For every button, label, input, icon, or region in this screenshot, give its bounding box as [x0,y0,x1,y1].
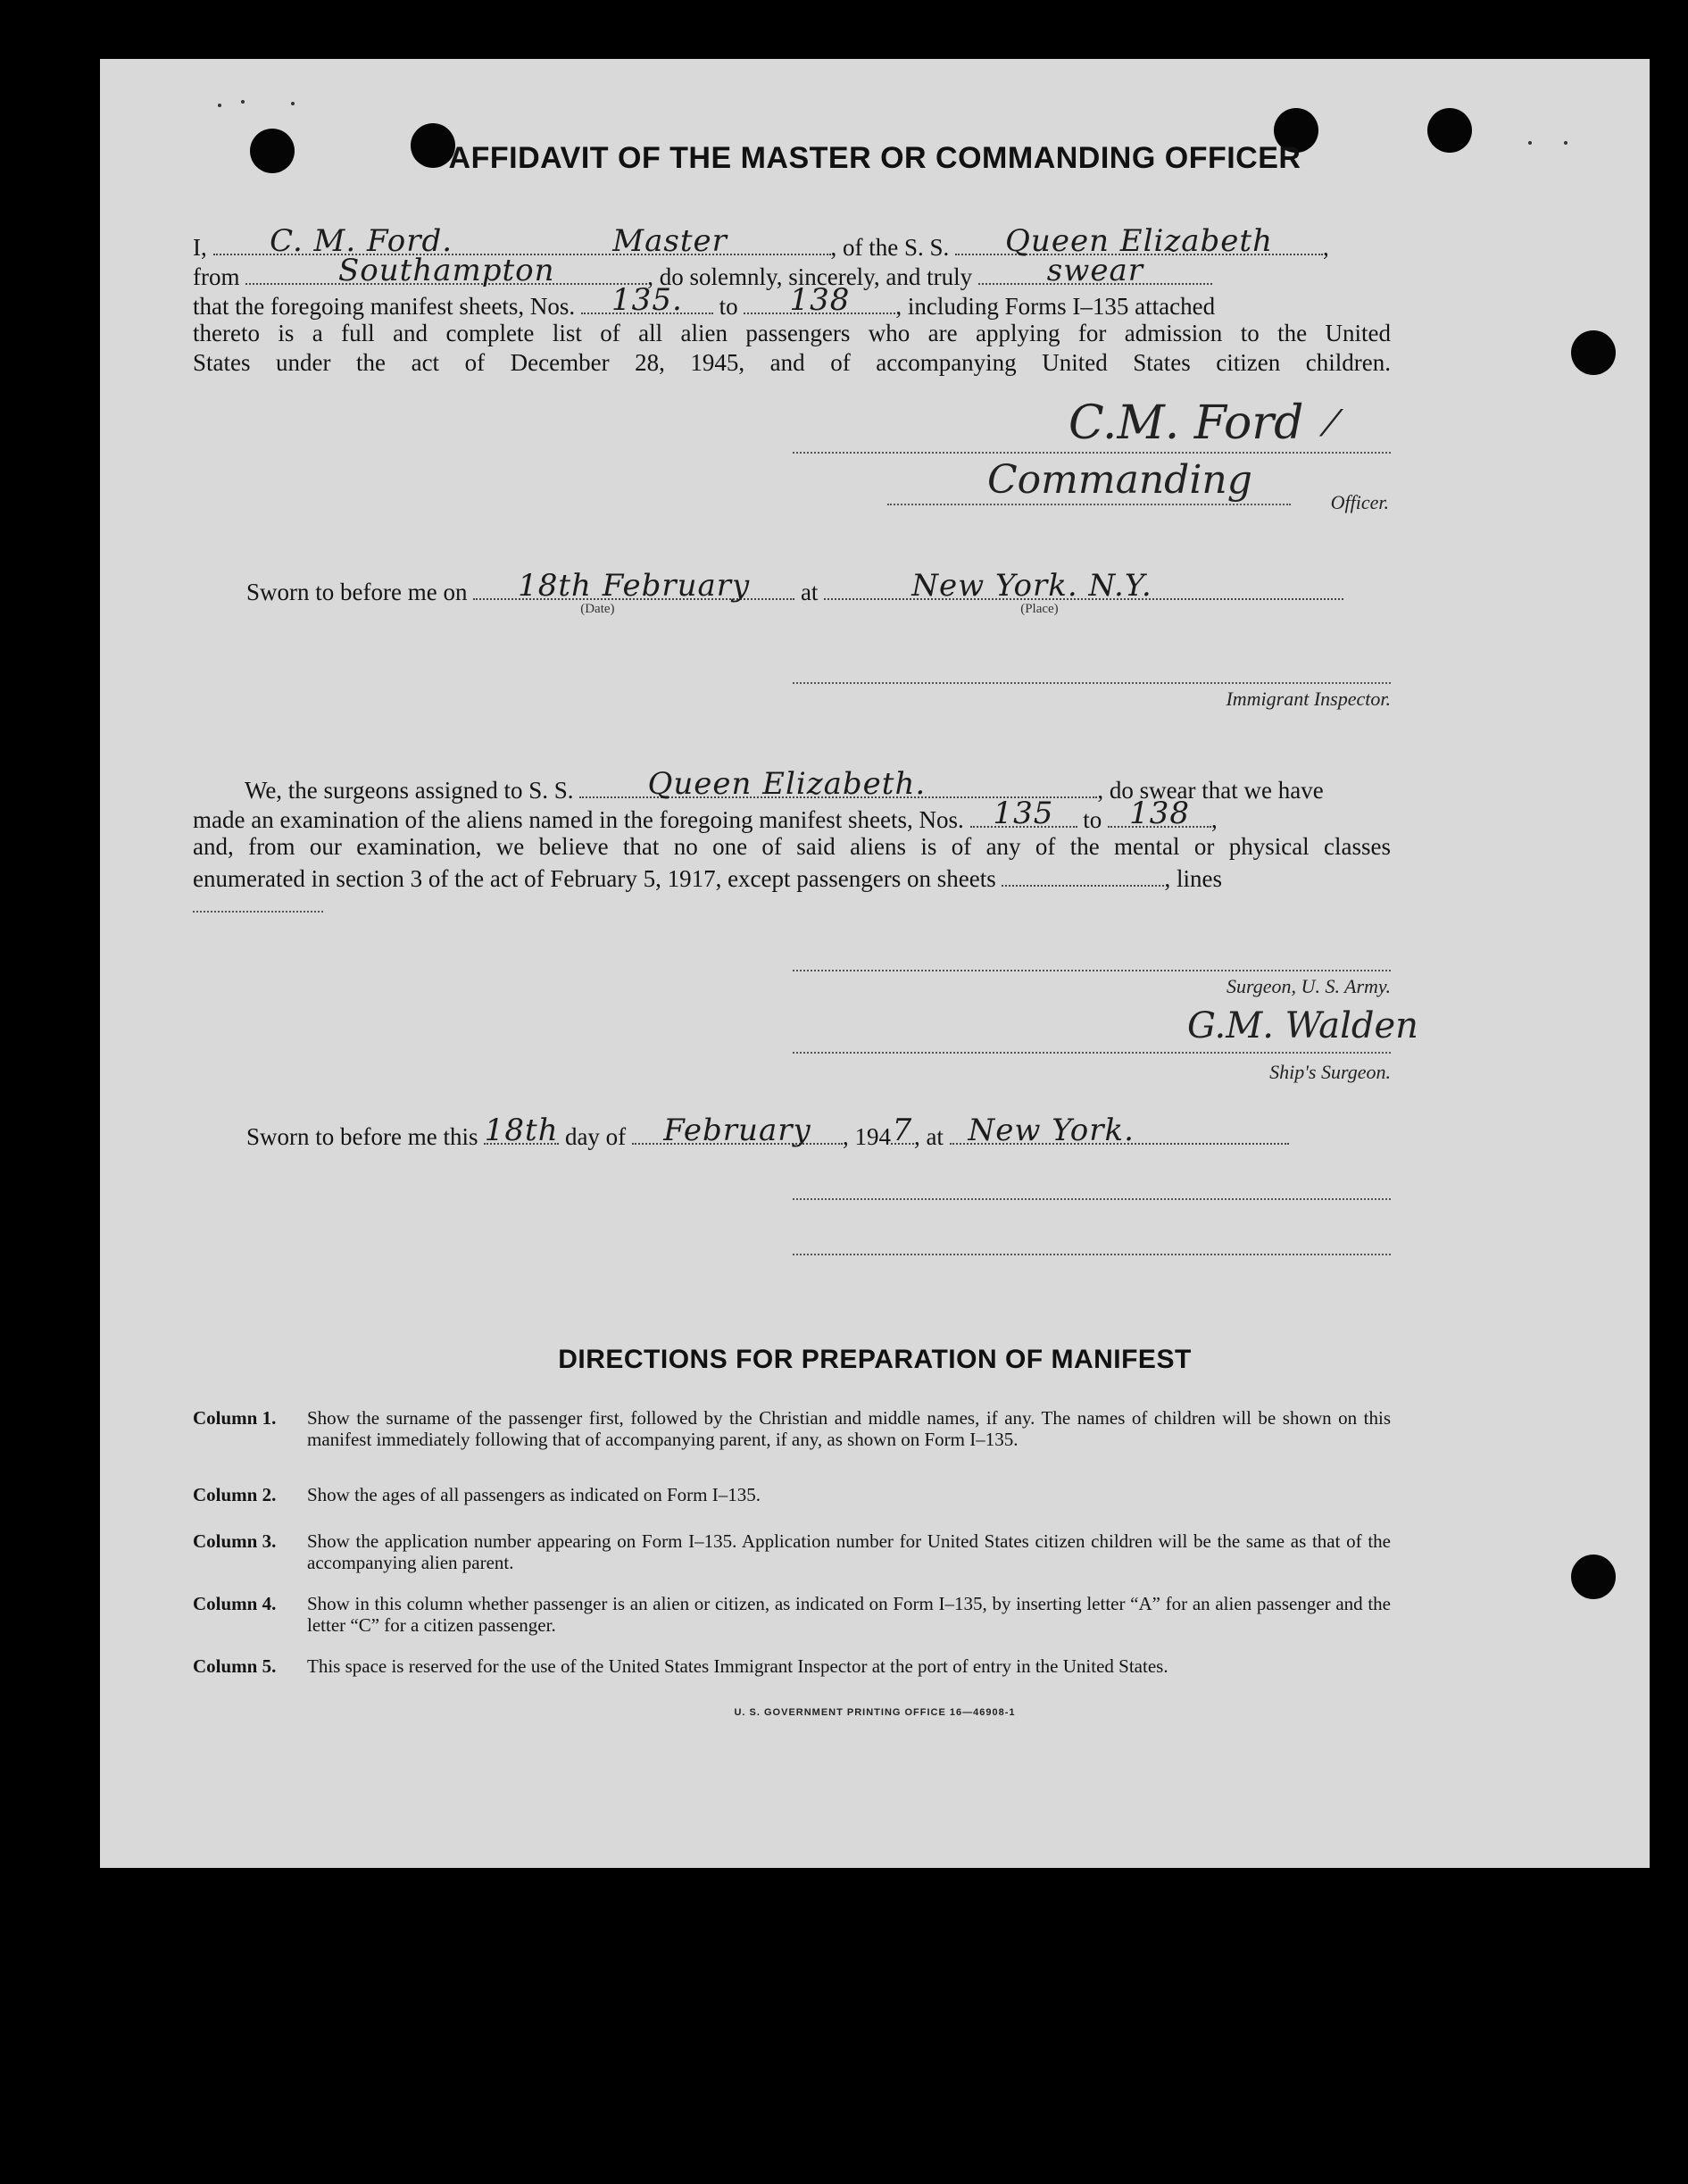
surgeons-sworn-place-handwriting: New York. [968,1113,1135,1148]
column-text: Show the surname of the passenger first, followed by the Christian and middle names, if any. The names of children will be shown on this manifest immediately following that of accompanying parent, if any, as shown on Form I–135. [307,1407,1391,1450]
sworn-date-field [473,568,794,616]
surgeons-line-4 [193,862,1391,893]
surgeons-sheet-to-field [1108,796,1211,831]
sworn-place-handwriting: New York. N.Y. [911,568,1152,604]
surgeons-sheet-from-handwriting: 135 [993,796,1054,831]
signature-flourish: ⁄ [1328,404,1335,445]
inspector-label: Immigrant Inspector. [1226,688,1391,710]
sheet-from-field [581,282,713,318]
sworn-day-handwriting: 18th [484,1113,559,1148]
speck [291,102,295,105]
sworn-month-handwriting: February [663,1113,811,1148]
except-sheets-field [1002,862,1164,887]
sworn-label: Sworn to before me on [246,579,468,605]
punch-hole [1571,1555,1616,1599]
column-text: Show the application number appearing on Form I–135. Application number for United States citizen children will be the same as that of the accompanying alien parent. [307,1530,1391,1573]
master-name-handwriting: C. M. Ford. [270,223,453,259]
speck [218,104,221,107]
master-signature-line [793,452,1391,454]
surgeons-to-label: to [1083,806,1102,833]
surgeons-sworn-line [246,1113,1391,1151]
pre-name-label: I, [193,234,207,261]
sworn-day-field [484,1113,559,1148]
day-of-label: day of [564,1123,627,1150]
column-text: Show in this column whether passenger is an alien or citizen, as indicated on Form I–135, by inserting letter “A” for an alien passenger and the letter “C” for a citizen passenger. [307,1593,1391,1636]
column-label: Column 2. [193,1484,277,1505]
column-label: Column 5. [193,1655,277,1677]
affidavit-line-5: States under the act of December 28, 1945, and of accompanying United States citizen children. [193,349,1391,376]
surgeons-sworn-place-field [950,1113,1289,1148]
surgeons-line-3: and, from our examination, we believe that no one of said aliens is of any of the mental or physical classes [193,833,1391,860]
forms-label: , including Forms I–135 attached [895,293,1216,320]
army-surgeon-label: Surgeon, U. S. Army. [1227,975,1391,997]
direction-column-5 [193,1655,1391,1677]
surgeons-sheet-to-handwriting: 138 [1129,796,1190,831]
officer-title-line [887,504,1291,505]
officer-title-handwriting: Commanding [987,457,1252,503]
blank-signature-line [793,1254,1391,1255]
column-text: Show the ages of all passengers as indicated on Form I–135. [307,1484,761,1505]
affidavit-line-4: thereto is a full and complete list of all alien passengers who are applying for admission to the United [193,320,1391,346]
at-label: at [800,579,819,605]
direction-column-2 [193,1484,1391,1505]
direction-column-1 [193,1407,1391,1450]
sworn-month-field [632,1113,843,1148]
sheets-label: that the foregoing manifest sheets, Nos. [193,293,576,320]
sworn-place-field [824,568,1343,616]
army-surgeon-signature-line [793,970,1391,971]
surgeons-sworn-label: Sworn to before me this [246,1123,478,1150]
punch-hole [1571,330,1616,375]
direction-column-3 [193,1530,1391,1573]
affidavit-title: AFFIDAVIT OF THE MASTER OR COMMANDING OFFICER [448,141,1301,175]
column-label: Column 4. [193,1593,277,1614]
direction-column-4 [193,1593,1391,1636]
ship-surgeon-label: Ship's Surgeon. [1269,1061,1391,1083]
column-label: Column 3. [193,1530,277,1552]
affidavit-line-1: I, C. M. Ford. Master , of the S. S. Queen Elizabeth , [193,223,1329,261]
sworn-year-field [891,1113,914,1148]
sheet-to-field [744,282,895,318]
printer-footer: U. S. GOVERNMENT PRINTING OFFICE 16—46908-1 [734,1707,1016,1718]
master-signature: C.M. Ford [1069,396,1304,450]
surgeons-line-2: made an examination of the aliens named in the foregoing manifest sheets, Nos. 135 to 138 , [193,796,1218,833]
column-label: Column 1. [193,1407,277,1429]
date-caption: (Date) [580,602,615,616]
year-prefix-label: , 194 [842,1123,891,1150]
to-label: to [719,293,738,320]
inspector-signature-line [793,682,1391,684]
place-caption: (Place) [1020,602,1059,616]
surgeons-swear-label: , do swear that we have [1097,777,1324,804]
lines-label: , lines [1164,865,1222,892]
ship-name-handwriting: Queen Elizabeth [1005,223,1273,259]
affidavit-line-3 [193,282,1391,321]
document-page [100,59,1650,1868]
surgeons-sheets-label: made an examination of the aliens named in the foregoing manifest sheets, Nos. [193,806,964,833]
column-text: This space is reserved for the use of the United States Immigrant Inspector at the port of entry in the United States. [307,1655,1168,1677]
ship-name-field [955,223,1323,259]
speck [241,100,245,104]
sworn-date-handwriting: 18th February [518,568,751,604]
solemnly-label: , do solemnly, sincerely, and truly [647,263,973,290]
surgeons-line-1 [193,766,1391,804]
except-lines-field [193,911,323,913]
of-ship-label: , of the S. S. [830,234,950,261]
directions-title: DIRECTIONS FOR PREPARATION OF MANIFEST [558,1345,1192,1374]
sheet-from-handwriting: 135. [611,282,683,318]
officer-label: Officer. [1330,491,1389,513]
surgeons-at-label: , at [913,1123,944,1150]
ship-surgeon-signature-line [793,1052,1391,1054]
sworn-on-line [246,568,1391,616]
surgeons-sheet-from-field [970,796,1077,831]
oath-handwriting: swear [1046,253,1144,288]
port-field [245,253,647,288]
surgeons-except-label: enumerated in section 3 of the act of February 5, 1917, except passengers on sheets [193,865,996,892]
oath-field [978,253,1212,288]
from-label: from [193,263,240,290]
surgeons-ship-handwriting: Queen Elizabeth. [647,766,927,802]
blank-signature-line [793,1198,1391,1200]
surgeons-ship-field [579,766,1097,802]
ship-surgeon-signature: G.M. Walden [1187,1005,1418,1046]
master-rank-handwriting: Master [612,223,728,259]
sworn-year-handwriting: 7 [892,1113,913,1148]
port-handwriting: Southampton [337,253,555,288]
surgeons-lead-label: We, the surgeons assigned to S. S. [245,777,574,804]
sheet-to-handwriting: 138 [789,282,851,318]
